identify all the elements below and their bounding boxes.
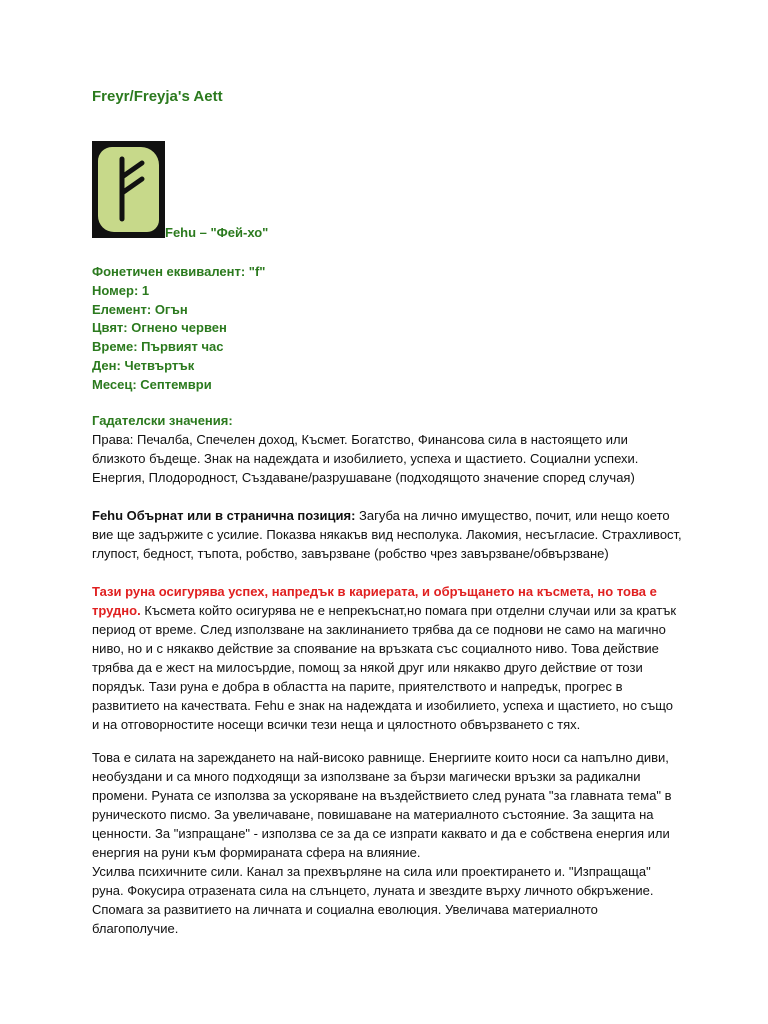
- energy-line: Усилва психичните сили. Канал за прехвърляне на сила или проектирането и. "Изпращаща": [92, 864, 651, 879]
- energy-section: [92, 748, 692, 938]
- reversed-first-line-rest: Загуба на лично имущество, почит, или нещо което: [355, 508, 670, 523]
- reversed-line: глупост, бедност, тъпота, робство, завързване (робство чрез завързване/обвързване): [92, 546, 609, 561]
- highlight-red-line: Тази руна осигурява успех, напредък в кариерата, и обръщането на късмета, но това е: [92, 584, 657, 599]
- divination-section: [92, 411, 692, 487]
- property-time: Време: Първият час: [92, 339, 224, 355]
- property-color: Цвят: Огнено червен: [92, 320, 227, 336]
- property-phonetic: Фонетичен еквивалент: "f": [92, 264, 266, 279]
- reversed-label: Fehu Обърнат или в странична позиция:: [92, 508, 356, 523]
- energy-line: благополучие.: [92, 921, 179, 936]
- property-element: Елемент: Огън: [92, 301, 188, 317]
- energy-line: енергия на руни към формираната сфера на влияние.: [92, 845, 421, 860]
- property-number: Номер: 1: [92, 282, 150, 298]
- energy-line: необуздани и са много подходящи за използване за бързи магически връзки за радикални: [92, 769, 641, 784]
- highlight-line: порядък. Тази руна е добра в областта на парите, приятелството и напредък, прогрес в: [92, 679, 623, 694]
- divination-line: Права: Печалба, Спечелен доход, Късмет. Богатство, Финансова сила в настоящето или: [92, 432, 628, 447]
- energy-line: руническото писмо. За увеличаване, повишаване на материалното състояние. За защита на: [92, 807, 654, 822]
- page-title: Freyr/Freyja's Aett: [92, 88, 223, 105]
- highlight-line: и на отговорностите носещи всички тези неща и цялостното обвързването с тях.: [92, 717, 581, 732]
- fehu-rune-icon: [92, 141, 165, 238]
- reversed-first-line: [92, 506, 692, 525]
- property-month: Месец: Септември: [92, 376, 212, 392]
- divination-line: Енергия, Плодородност, Създаване/разрушаване (подходящото значение според случая): [92, 470, 635, 485]
- rune-stone-image: [98, 147, 159, 232]
- energy-line: ценности. За "изпращане" - използва се за да се изпрати каквато и да е собствена енергия или: [92, 826, 670, 841]
- energy-line: промени. Руната се използва за ускоряване на въздействието след руната "за главната тема" в: [92, 788, 672, 803]
- highlight-line: период от време. След използване на заклинанието трябва да се поднови не само на магично: [92, 622, 666, 637]
- rune-caption: Fehu – "Фей-хо": [165, 225, 269, 240]
- rune-properties: [92, 263, 265, 395]
- highlight-line: развитието на качествата. Fehu е знак на надеждата и изобилието, успеха и щастието, но също: [92, 698, 674, 713]
- energy-line: Това е силата на зареждането на най-високо равнище. Енергиите които носи са напълно диви,: [92, 750, 669, 765]
- energy-line: Спомага за развитието на личната и социална еволюция. Увеличава материалното: [92, 902, 598, 917]
- reversed-line: вие ще задържите с усилие. Показва някакъв вид несполука. Лакомия, несъгласие. Страхливост,: [92, 527, 682, 542]
- highlight-red-word: трудно.: [92, 603, 141, 618]
- highlight-line: ниво, но и с някакво действие за споявание на връзката със социалното ниво. Това действие: [92, 641, 659, 656]
- highlight-section: [92, 582, 692, 734]
- highlight-line: трябва да е жест на милосърдие, помощ за някой друг или някакво друго действие от този: [92, 660, 643, 675]
- energy-line: руна. Фокусира отразената сила на слънцето, луната и звездите върху личното обкръжение.: [92, 883, 654, 898]
- highlight-second-line: [92, 601, 692, 620]
- divination-heading: Гадателски значения:: [92, 413, 233, 428]
- reversed-section: [92, 506, 692, 563]
- property-day: Ден: Четвъртък: [92, 357, 195, 373]
- highlight-second-line-rest: Късмета който осигурява не е непрекъснат,но помага при отделни случаи или за кратък: [140, 603, 677, 618]
- divination-line: близкото бъдеще. Знак на надеждата и изобилието, успеха и щастието. Социални успехи.: [92, 451, 639, 466]
